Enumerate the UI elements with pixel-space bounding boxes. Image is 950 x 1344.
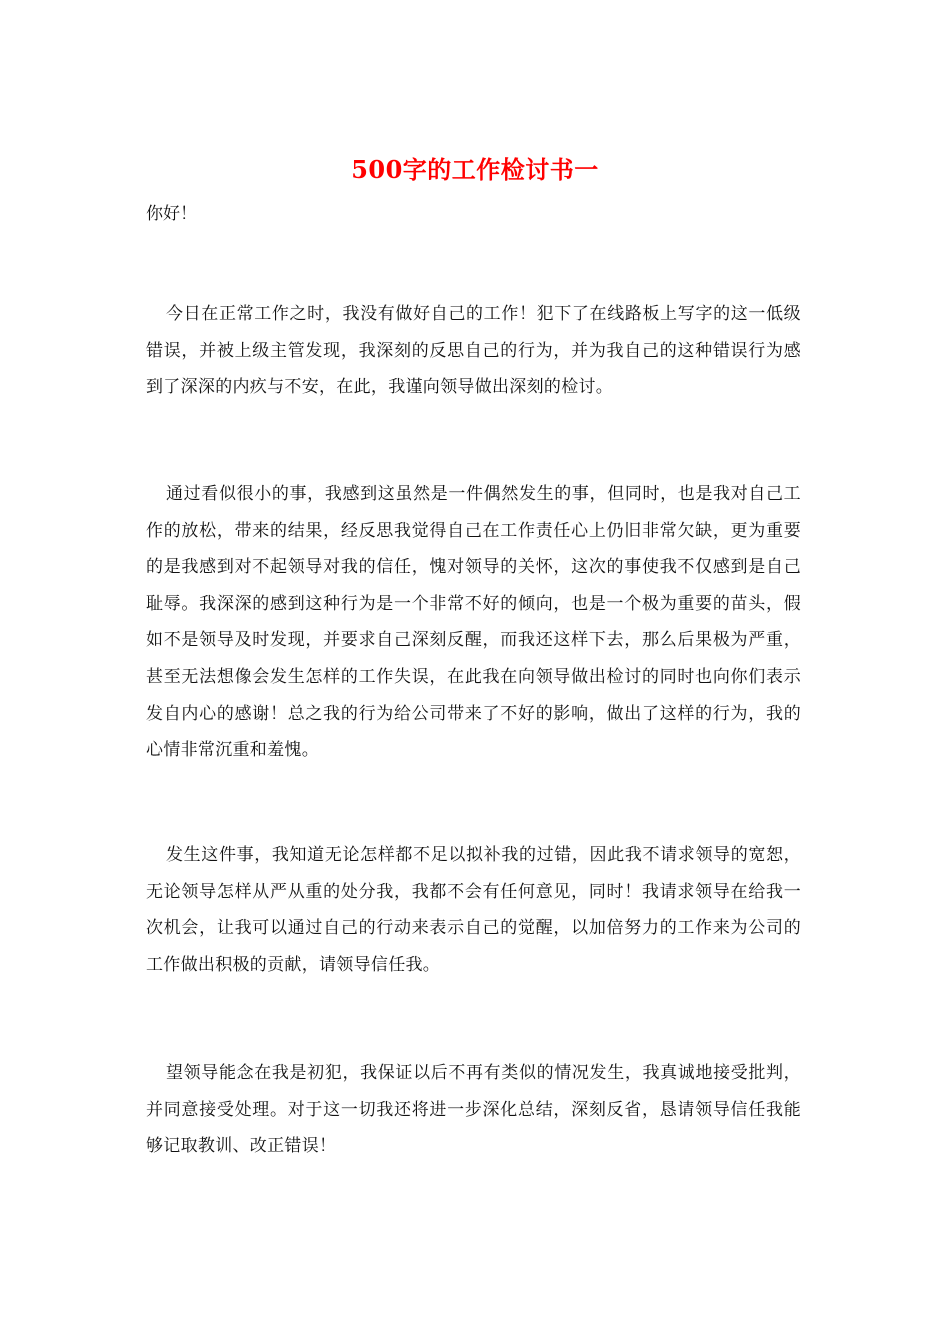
paragraph-4: 望领导能念在我是初犯，我保证以后不再有类似的情况发生，我真诚地接受批判，并同意接受处理。对于这一切我还将进一步深化总结，深刻反省，恳请领导信任我能够记取教训、改正错误！	[146, 1063, 801, 1157]
paragraph-2: 通过看似很小的事，我感到这虽然是一件偶然发生的事，但同时，也是我对自己工作的放松，带来的结果，经反思我觉得自己在工作责任心上仍旧非常欠缺，更为重要的是我感到对不起领导对我的信任，愧对领导的关怀，这次的事使我不仅感到是自己耻辱。我深深的感到这种行为是一个非常不好的倾向，也是一个极为重要的苗头，假如不是领导及时发现，并要求自己深刻反醒，而我还这样下去，那么后果极为严重，甚至无法想像会发生怎样的工作失误，在此我在向领导做出检讨的同时也向你们表示发自内心的感谢！总之我的行为给公司带来了不好的影响，做出了这样的行为，我的心情非常沉重和羞愧。	[146, 484, 801, 761]
greeting: 你好！	[146, 204, 197, 224]
document-title: 500字的工作检讨书一	[351, 155, 599, 184]
paragraph-1: 今日在正常工作之时，我没有做好自己的工作！犯下了在线路板上写字的这一低级错误，并被上级主管发现，我深刻的反思自己的行为，并为我自己的这种错误行为感到了深深的内疚与不安，在此，我谨向领导做出深刻的检讨。	[146, 304, 801, 398]
paragraph-3: 发生这件事，我知道无论怎样都不足以拟补我的过错，因此我不请求领导的宽恕，无论领导怎样从严从重的处分我，我都不会有任何意见，同时！我请求领导在给我一次机会，让我可以通过自己的行动来表示自己的觉醒，以加倍努力的工作来为公司的工作做出积极的贡献，请领导信任我。	[146, 845, 801, 975]
